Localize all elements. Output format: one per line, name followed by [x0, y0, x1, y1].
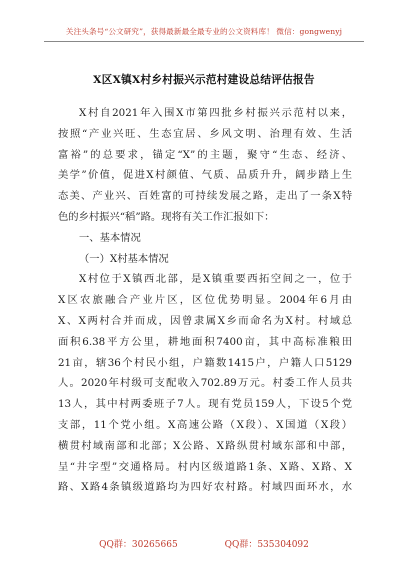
qq-group-2: QQ群：535304092	[224, 540, 309, 550]
paragraph-line: 21亩，辖36个村民小组，户籍数1415户，户籍人口5129	[58, 356, 352, 369]
footer-contacts	[0, 537, 408, 550]
paragraph-line: X、X两村合并而成，因曾隶属X乡而命名为X村。村域总	[58, 314, 352, 327]
paragraph-line: 13人，其中村两委班子7人。现有党员159人，下设5个党	[58, 398, 352, 411]
subsection-heading: （一）X村基本情况	[79, 252, 169, 265]
paragraph-line: 呈“井字型”交通格局。村内区级道路1条、X路、X路、X	[58, 460, 352, 473]
paragraph-line: X区农旅融合产业片区，区位优势明显。2004年6月由	[58, 294, 352, 307]
section-heading: 一、基本情况	[79, 231, 141, 244]
paragraph-line: 路、X路4条镇级道路均为四好农村路。村域四面环水，水	[58, 481, 352, 494]
paragraph-line: 横贯村域南部和北部；X公路、X路纵贯村域东部和中部，	[58, 439, 352, 452]
header-divider	[44, 41, 364, 42]
paragraph-line: 色的乡村振兴“稻”路。现将有关工作汇报如下：	[58, 210, 275, 223]
paragraph-line: 态美、产业兴、百姓富的可持续发展之路，走出了一条X特	[58, 190, 352, 203]
header-banner: 关注头条号“公文研究”，获得最新最全最专业的公文资料库！ 微信：gongwenyj	[65, 27, 343, 36]
qq-group-1: QQ群：30265665	[99, 540, 178, 550]
paragraph-line: 面积6.38平方公里，耕地面积7400亩，其中高标准粮田	[58, 335, 352, 348]
document-title: X区X镇X村乡村振兴示范村建设总结评估报告	[93, 74, 315, 86]
paragraph-line: 按照“产业兴旺、生态宜居、乡风文明、治理有效、生活	[58, 127, 352, 140]
paragraph-line: X村自2021年入围X市第四批乡村振兴示范村以来，	[79, 107, 352, 119]
paragraph-line: 支部，11个党小组。X高速公路（X段）、X国道（X段）	[58, 418, 352, 431]
paragraph-line: 美学”价值，促进X村颜值、气质、品质升升，阔步踏上生	[58, 169, 352, 182]
paragraph-line: 富裕”的总要求，锚定“X”的主题，聚守“生态、经济、	[58, 148, 352, 161]
paragraph-line: 人。2020年村级可支配收入702.89万元。村委工作人员共	[58, 377, 352, 390]
paragraph-line: X村位于X镇西北部，是X镇重要西拓空间之一，位于	[79, 273, 352, 286]
document-body	[58, 103, 352, 498]
